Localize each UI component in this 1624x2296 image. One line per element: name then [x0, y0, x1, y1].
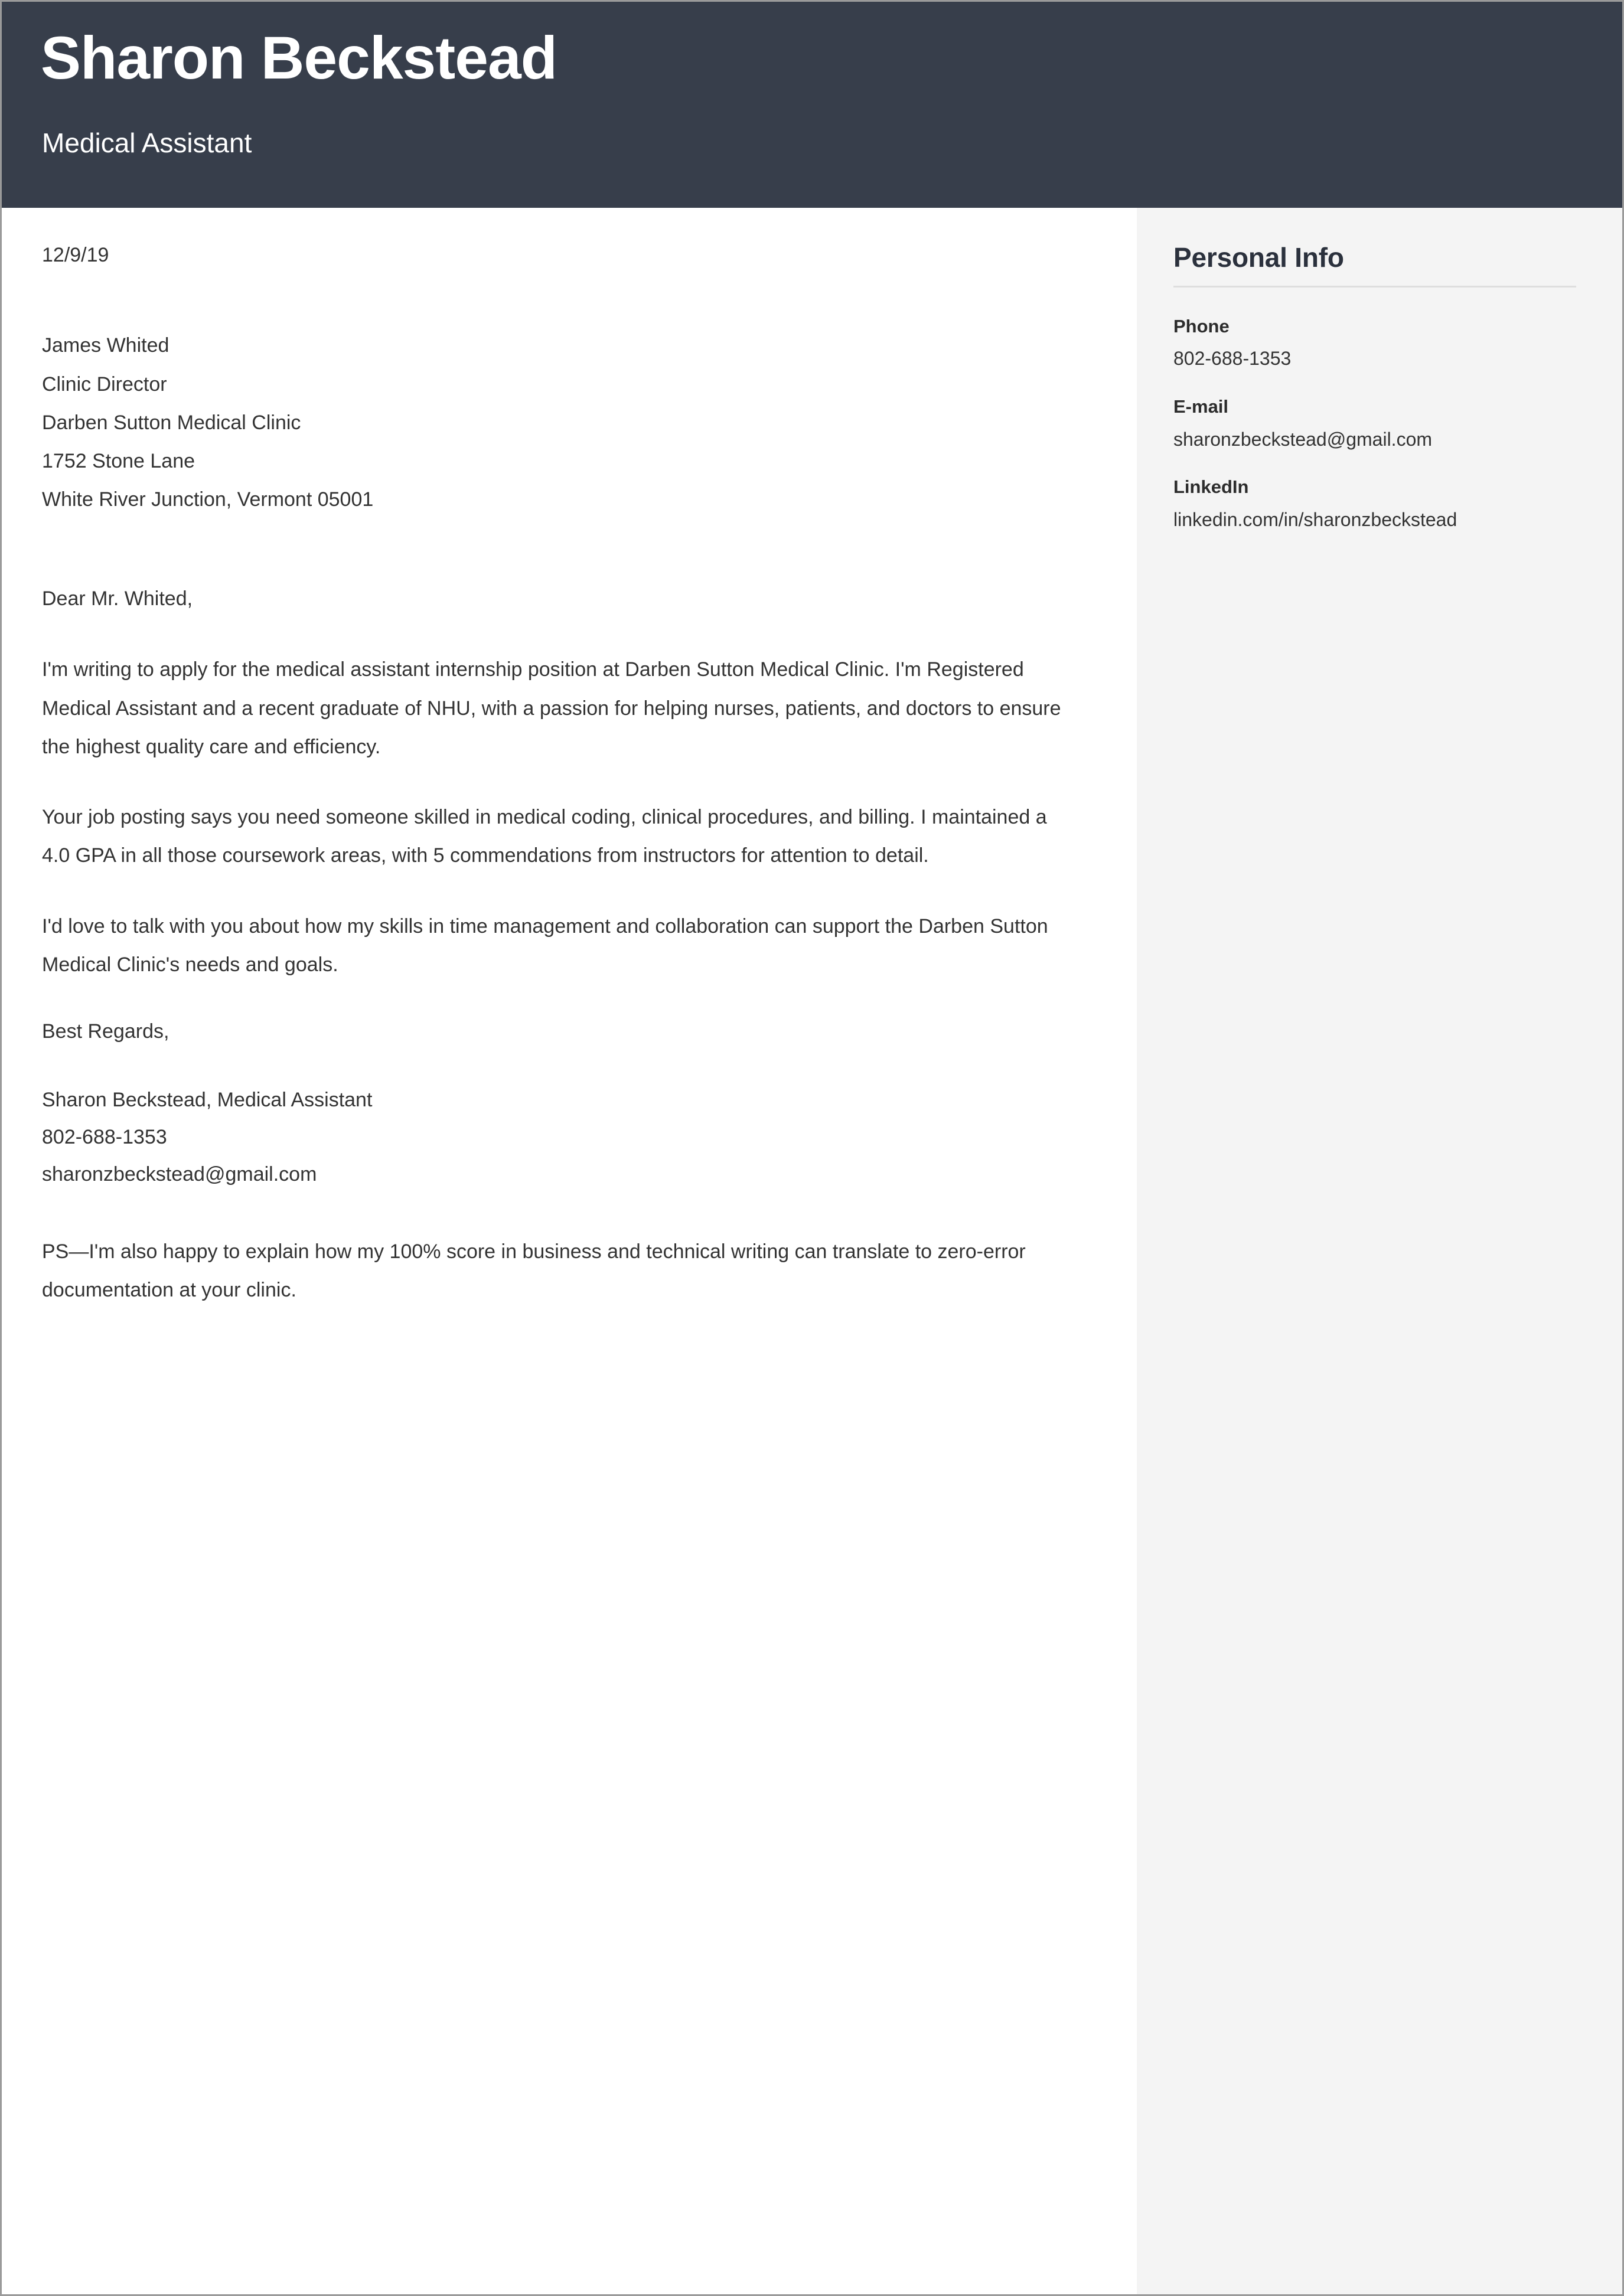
- header-job-title: Medical Assistant: [42, 128, 252, 158]
- recipient-city-state-zip: White River Junction, Vermont 05001: [42, 488, 374, 511]
- info-value-phone: 802-688-1353: [1173, 348, 1292, 370]
- signature-email: sharonzbeckstead@gmail.com: [42, 1163, 317, 1186]
- document-body: [2, 208, 1622, 2294]
- signature-name-and-title: Sharon Beckstead, Medical Assistant: [42, 1088, 373, 1111]
- personal-info-sidebar: [1137, 208, 1622, 2294]
- info-item-phone: [1173, 313, 1587, 373]
- sidebar-divider: [1173, 286, 1576, 288]
- signature-phone: 802-688-1353: [42, 1126, 167, 1149]
- info-item-linkedin: [1173, 474, 1587, 533]
- letter-paragraph-3: I'd love to talk with you about how my skills in time management and collaboration can support the Darben Sutton Medical Clinic's needs and goals.: [42, 915, 1048, 976]
- recipient-street: 1752 Stone Lane: [42, 450, 195, 473]
- signature-block: [42, 1082, 1072, 1194]
- document-header: [2, 2, 1622, 208]
- letter-closing: Best Regards,: [42, 1020, 169, 1043]
- recipient-organization: Darben Sutton Medical Clinic: [42, 411, 301, 434]
- recipient-name: James Whited: [42, 334, 169, 357]
- recipient-address-block: [42, 326, 1072, 519]
- page-title: Sharon Beckstead: [41, 24, 557, 92]
- letter-postscript: PS—I'm also happy to explain how my 100% score in business and technical writing can translate to zero-error documentation at your clinic.: [42, 1240, 1026, 1301]
- info-label-email: E-mail: [1173, 396, 1229, 417]
- info-item-email: [1173, 394, 1587, 453]
- info-value-email: sharonzbeckstead@gmail.com: [1173, 428, 1433, 450]
- recipient-title: Clinic Director: [42, 373, 167, 396]
- sidebar-heading: Personal Info: [1173, 242, 1344, 273]
- letter-salutation: Dear Mr. Whited,: [42, 587, 193, 610]
- letter-paragraph-2: Your job posting says you need someone skilled in medical coding, clinical procedures, and billing. I maintained a 4.0 GPA in all those coursework areas, with 5 commendations from instructors for attention to detail.: [42, 806, 1047, 867]
- info-label-phone: Phone: [1173, 315, 1230, 337]
- info-label-linkedin: LinkedIn: [1173, 476, 1249, 498]
- letter-column: [2, 208, 1137, 2294]
- letter-paragraph-1: I'm writing to apply for the medical assistant internship position at Darben Sutton Medical Clinic. I'm Registered Medical Assistant and a recent graduate of NHU, with a passion for helping nurses, patients, and doctors to ensure the highest quality care and efficiency.: [42, 658, 1061, 758]
- letter-date: 12/9/19: [42, 244, 109, 266]
- info-value-linkedin: linkedin.com/in/sharonzbeckstead: [1173, 509, 1457, 531]
